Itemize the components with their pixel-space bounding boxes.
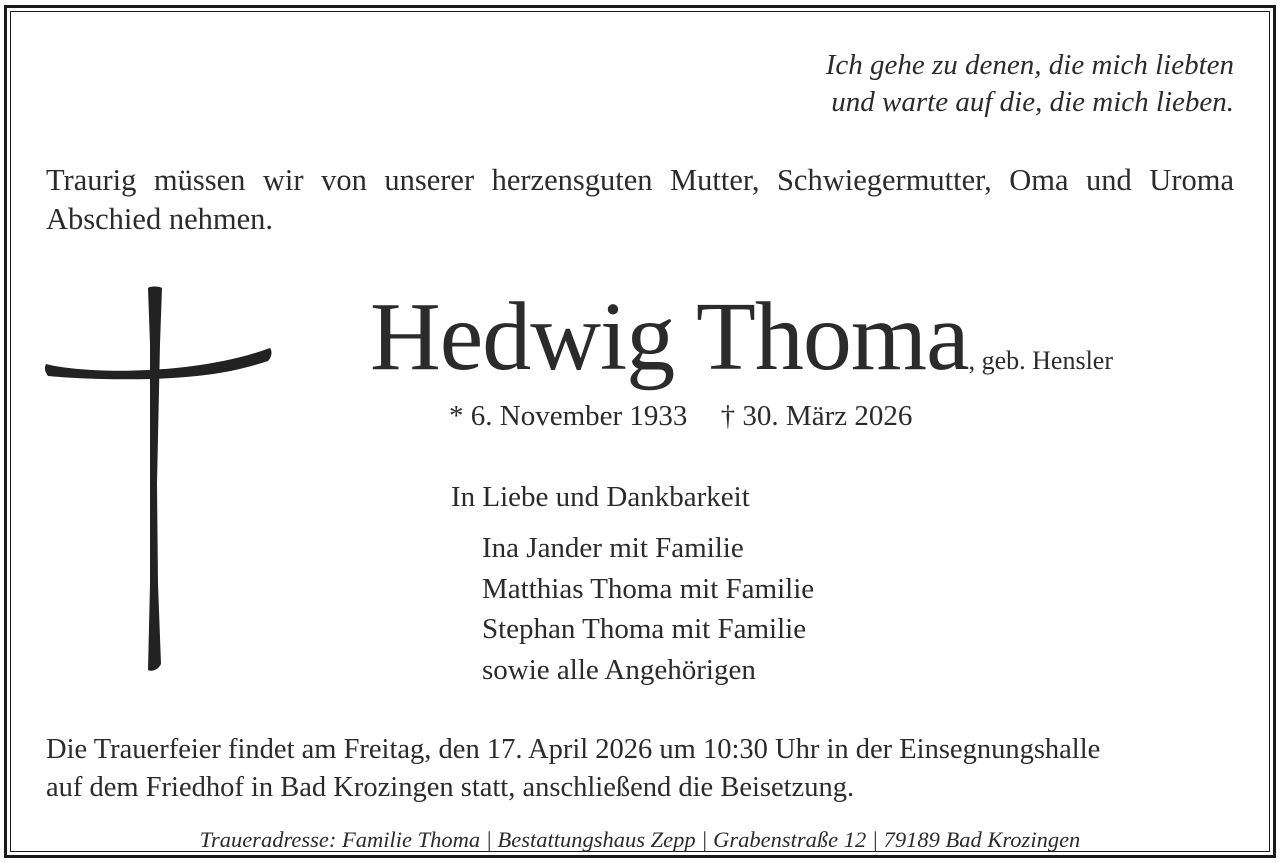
mourner-item: Matthias Thoma mit Familie xyxy=(482,572,815,605)
mourner-item: sowie alle Angehörigen xyxy=(482,653,756,686)
life-dates xyxy=(449,400,912,433)
mourner-item: Ina Jander mit Familie xyxy=(482,532,744,564)
mourning-address: Traueradresse: Familie Thoma | Bestattungshaus Zepp | Grabenstraße 12 | 79189 Bad Krozingen xyxy=(199,827,1081,852)
ceremony-line-2: auf dem Friedhof in Bad Krozingen statt, anschließend die Beisetzung. xyxy=(46,772,855,803)
deceased-name-line xyxy=(370,283,1113,391)
death-date: † 30. März 2026 xyxy=(720,400,913,432)
cross-icon xyxy=(44,284,274,676)
maiden-name: , geb. Hensler xyxy=(968,346,1113,375)
deceased-name: Hedwig Thoma xyxy=(370,283,969,391)
motto-line-2: und warte auf die, die mich lieben. xyxy=(831,86,1234,118)
motto-line-1: Ich gehe zu denen, die mich liebten xyxy=(825,49,1234,81)
motto-quote xyxy=(826,47,1234,121)
birth-date: * 6. November 1933 xyxy=(449,400,688,432)
ceremony-info xyxy=(46,731,1100,807)
mourners-heading: In Liebe und Dankbarkeit xyxy=(451,481,750,513)
ceremony-line-1: Die Trauerfeier findet am Freitag, den 17. April 2026 um 10:30 Uhr in der Einsegnungshalle xyxy=(46,734,1101,765)
mourners-list xyxy=(482,528,814,690)
mourner-item: Stephan Thoma mit Familie xyxy=(482,613,807,645)
intro-text: Traurig müssen wir von unserer herzensguten Mutter, Schwiegermutter, Oma und Uroma Abschied nehmen. xyxy=(46,163,1234,236)
